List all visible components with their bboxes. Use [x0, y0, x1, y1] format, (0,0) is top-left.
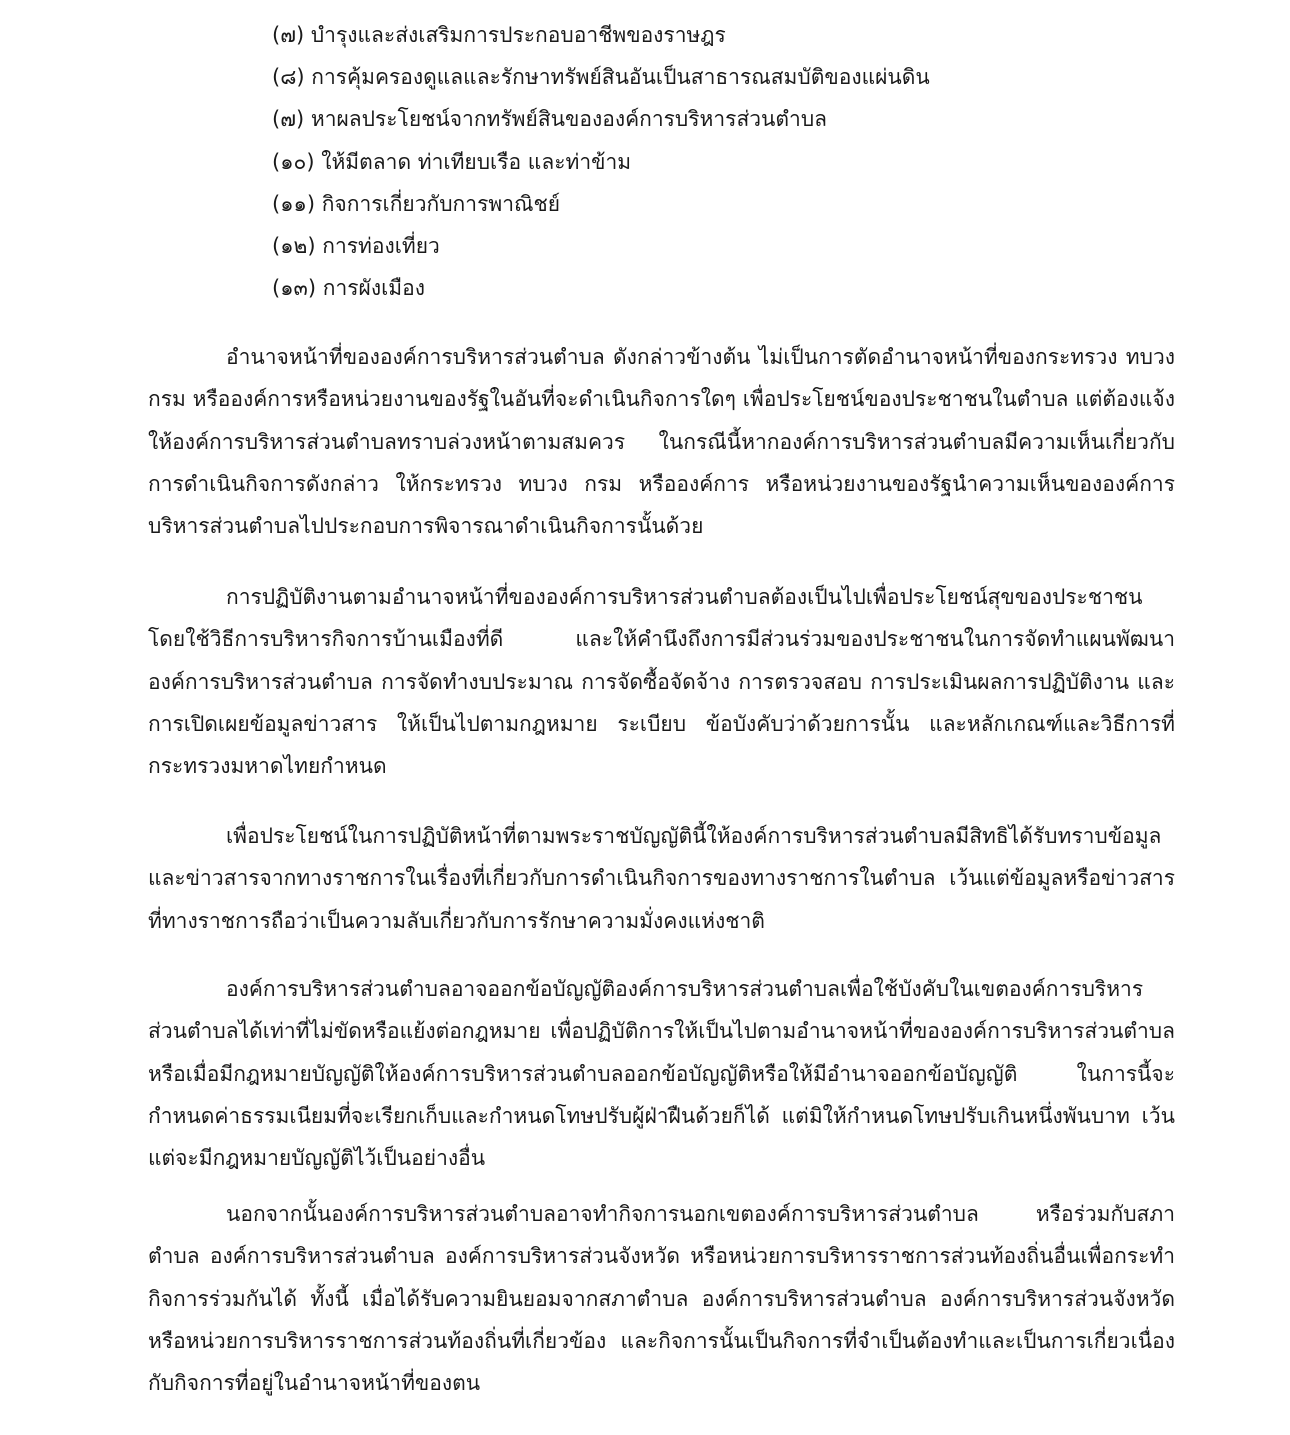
paragraph-information-rights: เพื่อประโยชน์ในการปฏิบัติหน้าที่ตามพระราชบัญญัตินี้ให้องค์การบริหารส่วนตำบลมีสิทธิได้รับทราบข้อมูลและข่าวสารจากทางราชการในเรื่องที่เกี่ยวกับการดำเนินกิจการของทางราชการในตำบล เว้นแต่ข้อมูลหรือข่าวสารที่ทางราชการถือว่าเป็นความลับเกี่ยวกับการรักษาความมั่งคงแห่งชาติ [148, 824, 1175, 933]
paragraph-authority-scope: อำนาจหน้าที่ขององค์การบริหารส่วนตำบล ดังกล่าวข้างต้น ไม่เป็นการตัดอำนาจหน้าที่ของกระทรวง ทบวง กรม หรือองค์การหรือหน่วยงานของรัฐในอันที่จะดำเนินกิจการใดๆ เพื่อประโยชน์ของประชาชนในตำบล แต่ต้องแจ้งให้องค์การบริหารส่วนตำบลทราบล่วงหน้าตามสมควร ในกรณีนี้หากองค์การบริหารส่วนตำบลมีความเห็นเกี่ยวกับการดำเนินกิจการดังกล่าว ให้กระทรวง ทบวง กรม หรือองค์การ หรือหน่วยงานของรัฐนำความเห็นขององค์การบริหารส่วนตำบลไปประกอบการพิจารณาดำเนินกิจการนั้นด้วย [148, 345, 1175, 539]
paragraph-good-governance: การปฏิบัติงานตามอำนาจหน้าที่ขององค์การบริหารส่วนตำบลต้องเป็นไปเพื่อประโยชน์สุขของประชาชน โดยใช้วิธีการบริหารกิจการบ้านเมืองที่ดี และให้คำนึงถึงการมีส่วนร่วมของประชาชนในการจัดทำแผนพัฒนาองค์การบริหารส่วนตำบล การจัดทำงบประมาณ การจัดซื้อจัดจ้าง การตรวจสอบ การประเมินผลการปฏิบัติงาน และการเปิดเผยข้อมูลข่าวสาร ให้เป็นไปตามกฎหมาย ระเบียบ ข้อบังคับว่าด้วยการนั้น และหลักเกณฑ์และวิธีการที่กระทรวงมหาดไทยกำหนด [148, 585, 1175, 779]
list-item: (๗) บำรุงและส่งเสริมการประกอบอาชีพของราษฎร [272, 23, 726, 47]
list-item: (๑๐) ให้มีตลาด ท่าเทียบเรือ และท่าข้าม [272, 149, 632, 174]
list-item: (๑๒) การท่องเที่ยว [272, 233, 440, 258]
paragraph-local-ordinances: องค์การบริหารส่วนตำบลอาจออกข้อบัญญัติองค์การบริหารส่วนตำบลเพื่อใช้บังคับในเขตองค์การบริหารส่วนตำบลได้เท่าที่ไม่ขัดหรือแย้งต่อกฎหมาย เพื่อปฏิบัติการให้เป็นไปตามอำนาจหน้าที่ขององค์การบริหารส่วนตำบล หรือเมื่อมีกฎหมายบัญญัติให้องค์การบริหารส่วนตำบลออกข้อบัญญัติหรือให้มีอำนาจออกข้อบัญญัติ ในการนี้จะกำหนดค่าธรรมเนียมที่จะเรียกเก็บและกำหนดโทษปรับผู้ฝ่าฝืนด้วยก็ได้ แต่มิให้กำหนดโทษปรับเกินหนึ่งพันบาท เว้นแต่จะมีกฎหมายบัญญัติไว้เป็นอย่างอื่น [148, 977, 1175, 1171]
paragraph-joint-activities: นอกจากนั้นองค์การบริหารส่วนตำบลอาจทำกิจการนอกเขตองค์การบริหารส่วนตำบล หรือร่วมกับสภาตำบล องค์การบริหารส่วนตำบล องค์การบริหารส่วนจังหวัด หรือหน่วยการบริหารราชการส่วนท้องถิ่นอื่นเพื่อกระทำกิจการร่วมกันได้ ทั้งนี้ เมื่อได้รับความยินยอมจากสภาตำบล องค์การบริหารส่วนตำบล องค์การบริหารส่วนจังหวัด หรือหน่วยการบริหารราชการส่วนท้องถิ่นที่เกี่ยวข้อง และกิจการนั้นเป็นกิจการที่จำเป็นต้องทำและเป็นการเกี่ยวเนื่องกับกิจการที่อยู่ในอำนาจหน้าที่ของตน [148, 1202, 1175, 1396]
list-item: (๑๑) กิจการเกี่ยวกับการพาณิชย์ [272, 191, 561, 216]
list-item: (๘) การคุ้มครองดูแลและรักษาทรัพย์สินอันเป็นสาธารณสมบัติของแผ่นดิน [272, 65, 930, 90]
list-item: (๑๓) การผังเมือง [272, 276, 425, 301]
duties-list [272, 14, 1172, 309]
list-item: (๗) หาผลประโยชน์จากทรัพย์สินขององค์การบริหารส่วนตำบล [272, 107, 828, 132]
